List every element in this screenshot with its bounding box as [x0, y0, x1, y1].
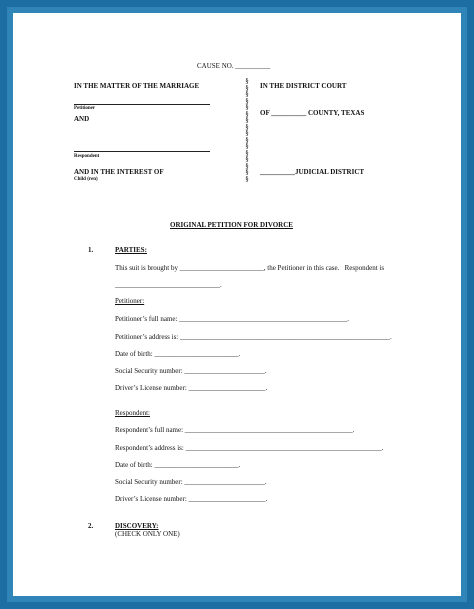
cause-number: CAUSE NO. __________ [197, 62, 271, 70]
caption-county: OF __________ COUNTY, TEXAS [260, 109, 365, 117]
caption-district: __________JUDICIAL DISTRICT [260, 168, 365, 176]
petitioner-address: Petitioner’s address is: ____________________________________________________________. [115, 333, 392, 341]
petitioner-name-line [74, 104, 210, 105]
petitioner-dob: Date of birth: ________________________. [115, 350, 241, 358]
petitioner-heading: Petitioner: [115, 297, 145, 305]
petitioner-full-name: Petitioner’s full name: ________________________________________________. [115, 315, 349, 323]
respondent-name-line [74, 151, 210, 152]
section-1-heading: PARTIES: [115, 246, 147, 254]
respondent-ssn: Social Security number: _______________________. [115, 478, 267, 486]
parties-intro-line2: ______________________________. [115, 281, 222, 289]
discovery-note: (CHECK ONLY ONE) [115, 530, 180, 538]
parties-intro-line1: This suit is brought by ________________________, the Petitioner in this case. Respondent is [115, 264, 385, 272]
petitioner-dl: Driver’s License number: ______________________. [115, 384, 268, 392]
section-symbols: § § § § § § § § § § § § § § § § [245, 77, 249, 183]
petitioner-ssn: Social Security number: _______________________. [115, 367, 267, 375]
document-page [13, 13, 461, 596]
document-title: ORIGINAL PETITION FOR DIVORCE [170, 221, 293, 229]
respondent-full-name: Respondent’s full name: ________________________________________________. [115, 426, 355, 434]
children-label: Child (ren) [74, 177, 98, 182]
section-2-heading: DISCOVERY: [115, 522, 159, 530]
respondent-dl: Driver’s License number: ______________________. [115, 495, 268, 503]
respondent-address: Respondent’s address is: ________________________________________________________. [115, 444, 384, 452]
respondent-heading: Respondent: [115, 409, 150, 417]
respondent-label: Respondent [74, 154, 100, 159]
section-2-number: 2. [88, 522, 94, 530]
caption-matter: IN THE MATTER OF THE MARRIAGE [74, 82, 200, 90]
caption-interest: AND IN THE INTEREST OF [74, 168, 164, 176]
petitioner-label: Petitioner [74, 106, 96, 111]
caption-and: AND [74, 115, 90, 123]
respondent-dob: Date of birth: ________________________. [115, 461, 241, 469]
section-1-number: 1. [88, 246, 94, 254]
caption-court: IN THE DISTRICT COURT [260, 82, 347, 90]
